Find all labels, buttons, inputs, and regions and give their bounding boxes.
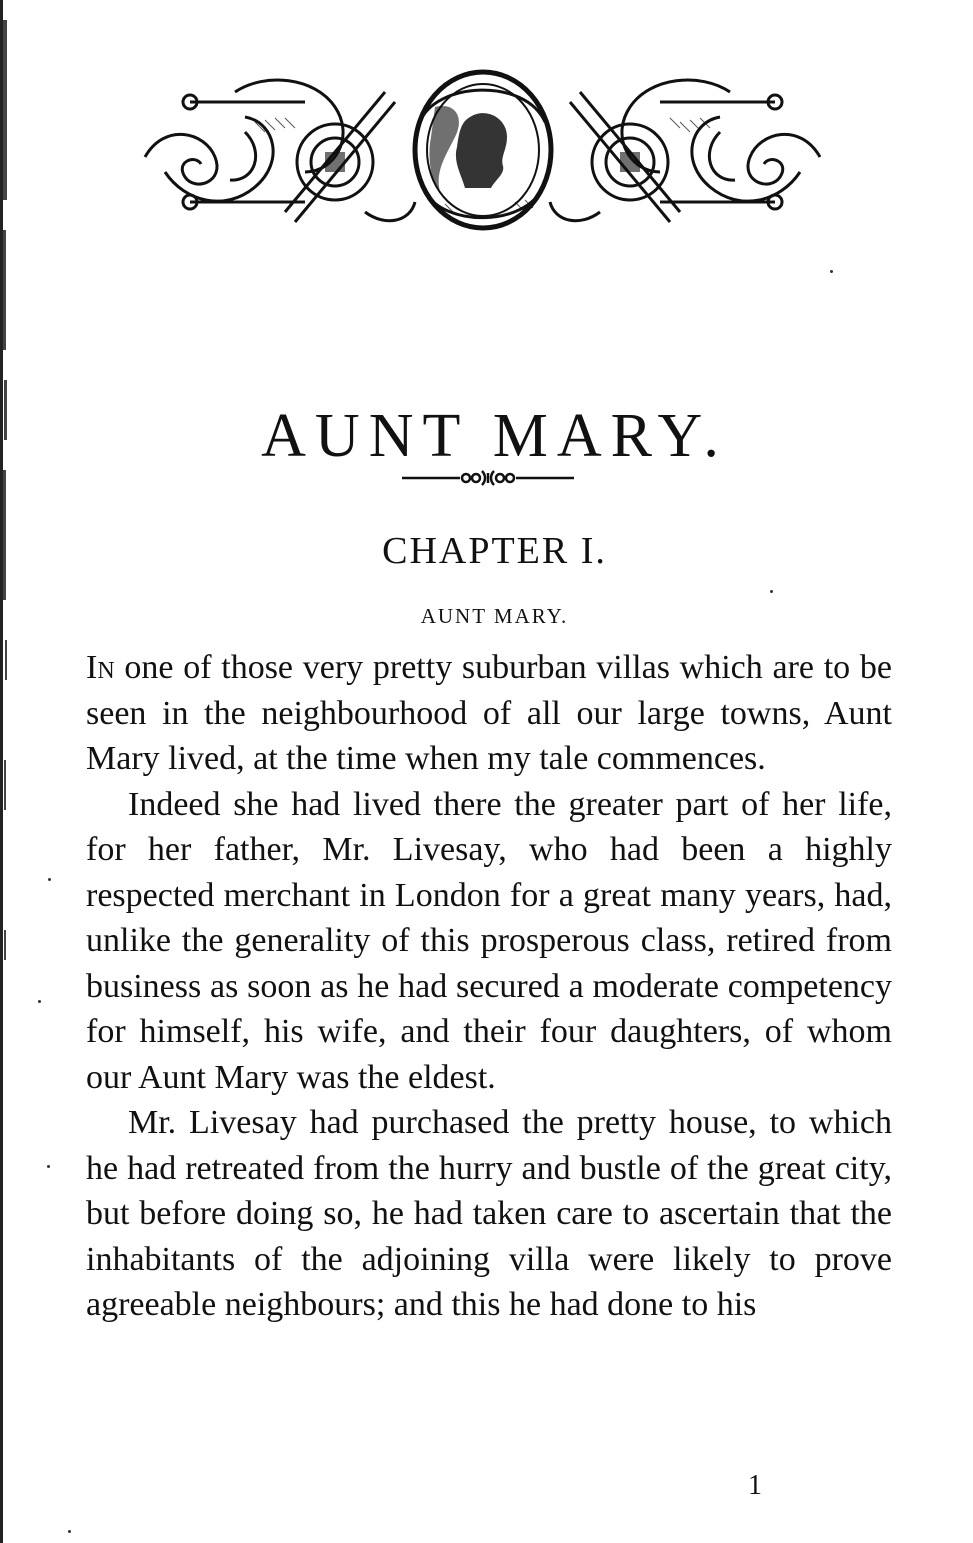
chapter-number: CHAPTER I. bbox=[382, 530, 607, 572]
paragraph: In one of those very pretty suburban villas which are to be seen in the neighbourhood of all our large towns, Aunt Mary lived, at the time when my tale commences. bbox=[86, 649, 892, 777]
ornamental-divider bbox=[402, 467, 574, 487]
scan-speck bbox=[770, 590, 773, 593]
scan-speck bbox=[47, 1165, 50, 1168]
book-title: AUNT MARY. bbox=[261, 401, 728, 470]
body-text bbox=[86, 645, 892, 1328]
paragraph: Mr. Livesay had purchased the pretty house, to which he had retreated from the hurry and bustle of the great city, but before doing so, he had taken care to ascertain that the inhabitants of the adjoining villa were likely to prove agreeable neighbours; and this he had done to his bbox=[86, 1104, 892, 1323]
scan-speck bbox=[830, 270, 833, 273]
chapter-title: AUNT MARY. bbox=[420, 604, 569, 628]
paragraph: Indeed she had lived there the greater part of her life, for her father, Mr. Livesay, who had been a highly respected merchant in London for a great many years, had, unlike the generality of this prosperous class, retired from business as soon as he had secured a moderate competency for himself, his wife, and their four daughters, of whom our Aunt Mary was the eldest. bbox=[86, 785, 892, 1096]
opening-small-caps: In bbox=[86, 649, 115, 686]
page-number: 1 bbox=[748, 1470, 762, 1501]
scan-speck bbox=[68, 1530, 71, 1533]
scan-speck bbox=[48, 878, 51, 881]
headpiece-ornament bbox=[135, 62, 830, 237]
scan-speck bbox=[38, 1000, 41, 1003]
binding-edge bbox=[0, 0, 12, 1543]
